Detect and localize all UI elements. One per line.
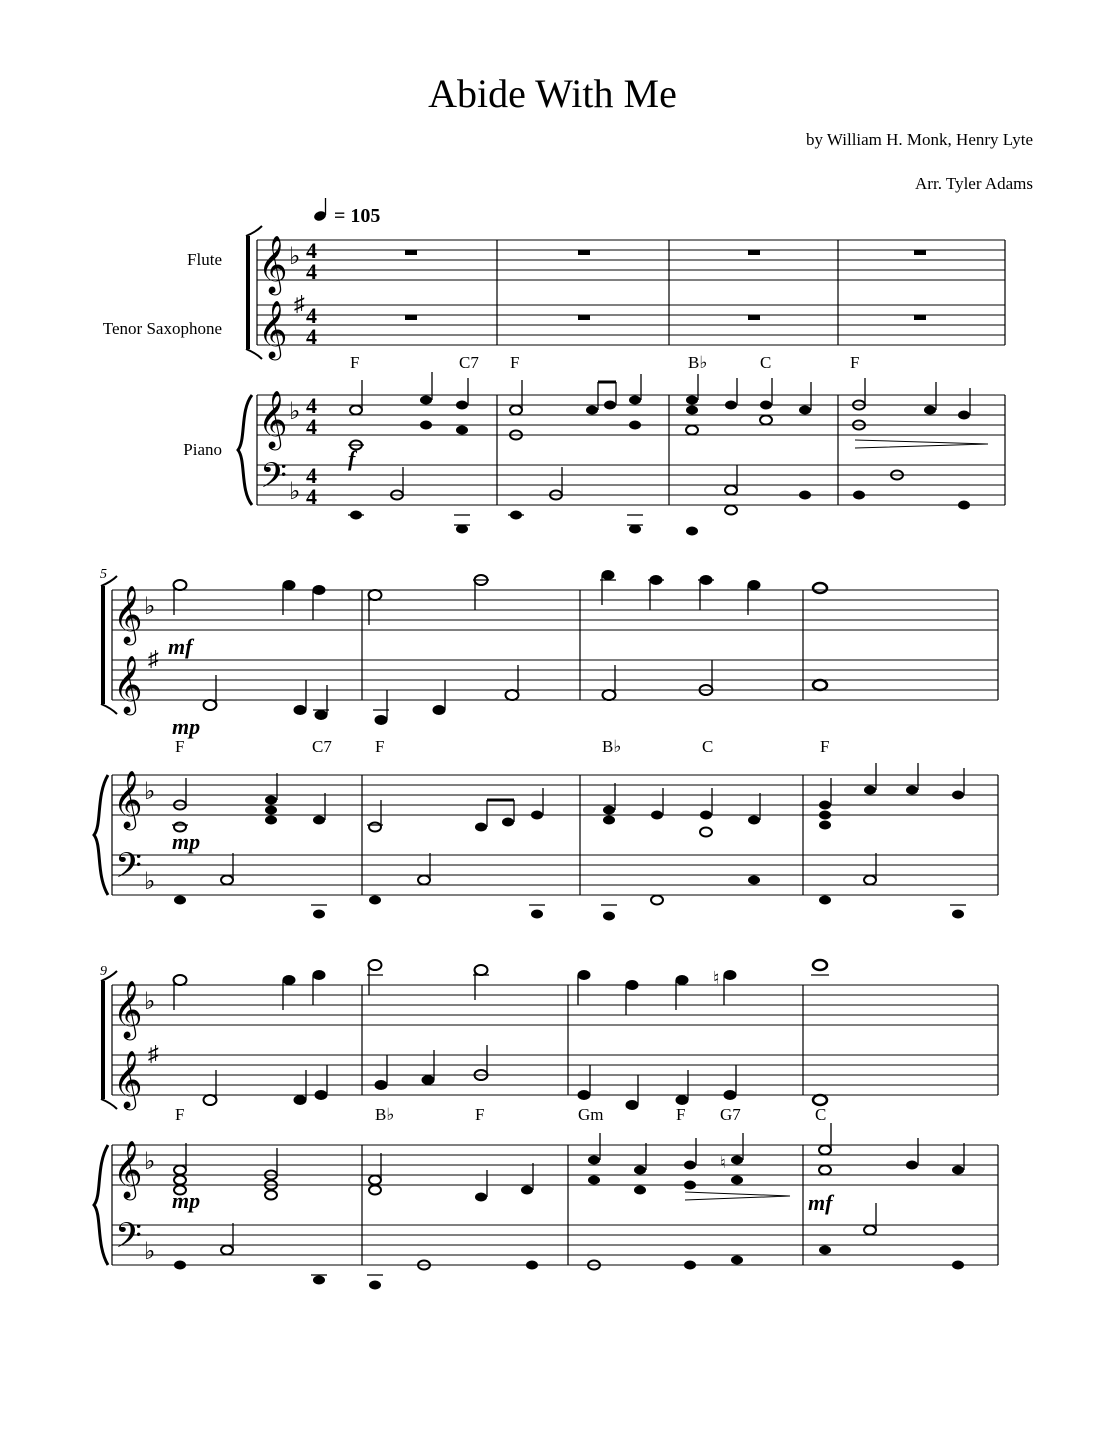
svg-text:F: F — [820, 737, 830, 756]
flat-icon: ♭ — [144, 869, 156, 895]
chord-symbols-2 — [175, 737, 829, 756]
svg-text:C7: C7 — [459, 353, 479, 372]
flat-icon: ♭ — [144, 779, 156, 805]
svg-text:4: 4 — [306, 463, 317, 488]
dynamic-marking: mp — [172, 714, 201, 739]
piano-brace-icon — [94, 1145, 108, 1265]
svg-text:F: F — [676, 1105, 686, 1124]
treble-clef-icon: 𝄞 — [113, 656, 143, 712]
staff-flute-2 — [112, 590, 998, 630]
flat-icon: ♭ — [289, 244, 301, 270]
piano-bass-notes-2 — [174, 853, 966, 921]
svg-text:B♭: B♭ — [688, 353, 708, 372]
piano-notes-3 — [174, 1123, 964, 1202]
tempo-text: = 105 — [334, 205, 381, 227]
piano-bass-notes-3 — [174, 1203, 964, 1290]
measure-number: 5 — [100, 567, 107, 582]
flute-notes-2 — [174, 570, 828, 625]
tempo-marking — [313, 198, 381, 227]
svg-text:4: 4 — [306, 484, 317, 509]
staff-sax-2 — [112, 660, 998, 700]
svg-text:C7: C7 — [312, 737, 332, 756]
svg-text:F: F — [375, 737, 385, 756]
piano-notes-1 — [348, 372, 988, 450]
dynamic-marking: mp — [172, 829, 201, 854]
staff-sax-1 — [257, 305, 1005, 345]
sharp-icon: ♯ — [294, 291, 305, 316]
svg-text:B♭: B♭ — [602, 737, 622, 756]
treble-clef-icon: 𝄞 — [258, 236, 288, 292]
svg-text:C: C — [815, 1105, 827, 1124]
system-2 — [94, 567, 998, 921]
bass-clef-icon: 𝄢 — [115, 1218, 143, 1264]
arranger-credit: Arr. Tyler Adams — [915, 174, 1033, 193]
treble-clef-icon: 𝄞 — [258, 391, 288, 447]
svg-text:F: F — [510, 353, 520, 372]
sharp-icon: ♯ — [148, 646, 159, 671]
treble-clef-icon: 𝄞 — [113, 1141, 143, 1197]
piano-brace-icon — [238, 395, 252, 505]
time-signature — [306, 238, 317, 509]
staff-piano-treble-2 — [112, 775, 998, 815]
treble-clef-icon: 𝄞 — [113, 586, 143, 642]
natural-icon: ♮ — [720, 1155, 726, 1172]
measure-number: 9 — [100, 964, 107, 979]
sharp-icon: ♯ — [148, 1041, 159, 1066]
instrument-label-piano: Piano — [183, 440, 222, 459]
svg-text:Gm: Gm — [578, 1105, 604, 1124]
flat-icon: ♭ — [144, 1149, 156, 1175]
svg-text:F: F — [475, 1105, 485, 1124]
treble-clef-icon: 𝄞 — [113, 981, 143, 1037]
svg-text:4: 4 — [306, 414, 317, 439]
treble-clef-icon: 𝄞 — [258, 301, 288, 357]
natural-icon: ♮ — [713, 968, 720, 988]
piano-brace-icon — [94, 775, 108, 895]
flute-notes-3 — [174, 960, 830, 1015]
svg-text:4: 4 — [306, 324, 317, 349]
dynamic-marking: f — [348, 446, 356, 471]
svg-text:4: 4 — [306, 303, 317, 328]
piano-notes-2 — [172, 763, 964, 837]
flat-icon: ♭ — [289, 399, 301, 425]
bass-clef-icon: 𝄢 — [260, 458, 288, 504]
svg-text:B♭: B♭ — [375, 1105, 395, 1124]
svg-text:F: F — [350, 353, 360, 372]
svg-text:4: 4 — [306, 259, 317, 284]
staff-flute-3 — [112, 985, 998, 1025]
staff-sax-3 — [112, 1055, 998, 1095]
dynamic-marking: mf — [808, 1190, 833, 1215]
flat-icon: ♭ — [144, 1239, 156, 1265]
quarter-note-icon — [313, 198, 327, 222]
svg-text:F: F — [175, 1105, 185, 1124]
svg-text:C: C — [760, 353, 772, 372]
dynamic-marking: mp — [172, 1188, 201, 1213]
chord-symbols-1 — [350, 353, 859, 372]
flat-icon: ♭ — [144, 989, 156, 1015]
dynamic-marking: mf — [168, 634, 193, 659]
staff-piano-treble-3 — [112, 1145, 998, 1185]
svg-text:F: F — [850, 353, 860, 372]
svg-text:4: 4 — [306, 393, 317, 418]
bass-clef-icon: 𝄢 — [115, 848, 143, 894]
instrument-label-tenor-sax: Tenor Saxophone — [102, 319, 222, 338]
diminuendo-icon — [855, 440, 988, 448]
system-1 — [238, 226, 1005, 536]
composer-credit: by William H. Monk, Henry Lyte — [805, 130, 1033, 149]
system-3 — [94, 960, 998, 1290]
piano-bass-notes-1 — [348, 465, 970, 536]
flat-icon: ♭ — [144, 594, 156, 620]
page-title: Abide With Me — [428, 71, 677, 116]
svg-text:F: F — [175, 737, 185, 756]
treble-clef-icon: 𝄞 — [113, 771, 143, 827]
svg-text:4: 4 — [306, 238, 317, 263]
svg-text:C: C — [702, 737, 714, 756]
treble-clef-icon: 𝄞 — [113, 1051, 143, 1107]
crescendo-icon — [685, 1192, 790, 1200]
staff-piano-bass-2 — [112, 855, 998, 895]
svg-text:G7: G7 — [720, 1105, 741, 1124]
staff-flute-1 — [257, 240, 1005, 280]
flat-icon: ♭ — [289, 479, 301, 505]
chord-symbols-3 — [175, 1105, 826, 1124]
instrument-label-flute: Flute — [187, 250, 222, 269]
